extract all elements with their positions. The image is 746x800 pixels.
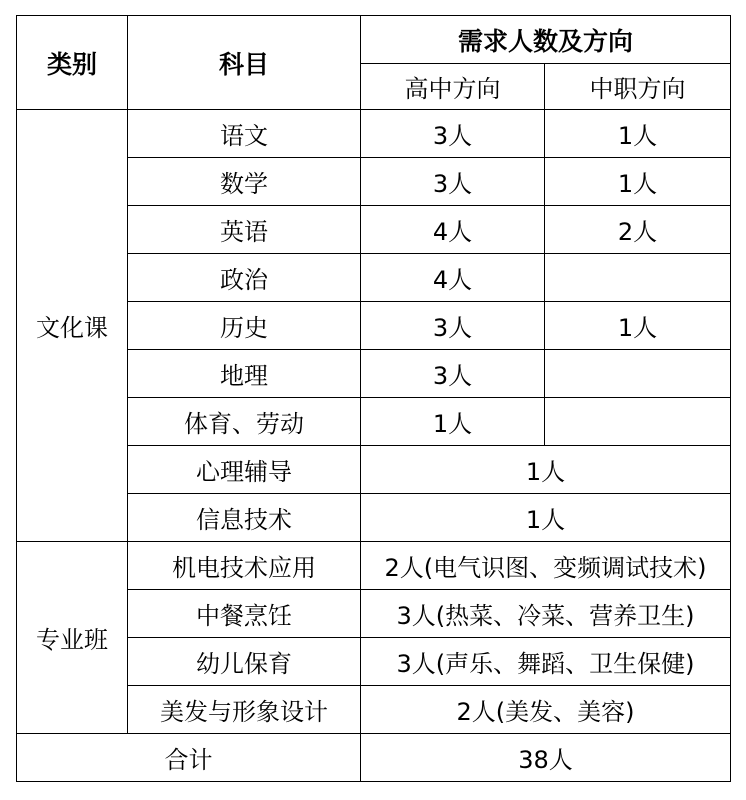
subject-cell: 信息技术 — [128, 494, 361, 542]
high-count-cell: 1人 — [361, 398, 545, 446]
category-cell: 专业班 — [17, 542, 128, 734]
voc-count-cell: 1人 — [545, 110, 731, 158]
voc-count-cell — [545, 398, 731, 446]
subject-cell: 历史 — [128, 302, 361, 350]
recruitment-table — [16, 15, 731, 782]
merged-count-cell: 3人(热菜、冷菜、营养卫生) — [361, 590, 731, 638]
header-demand: 需求人数及方向 — [361, 16, 731, 64]
header-high-school: 高中方向 — [361, 64, 545, 110]
subject-cell: 心理辅导 — [128, 446, 361, 494]
merged-count-cell: 2人(美发、美容) — [361, 686, 731, 734]
subject-cell: 地理 — [128, 350, 361, 398]
header-row-1 — [17, 16, 731, 64]
voc-count-cell — [545, 254, 731, 302]
merged-count-cell: 1人 — [361, 446, 731, 494]
voc-count-cell: 1人 — [545, 158, 731, 206]
high-count-cell: 3人 — [361, 302, 545, 350]
subject-cell: 体育、劳动 — [128, 398, 361, 446]
subject-cell: 政治 — [128, 254, 361, 302]
category-cell: 文化课 — [17, 110, 128, 542]
total-value: 38人 — [361, 734, 731, 782]
high-count-cell: 4人 — [361, 206, 545, 254]
subject-cell: 英语 — [128, 206, 361, 254]
subject-cell: 数学 — [128, 158, 361, 206]
subject-cell: 幼儿保育 — [128, 638, 361, 686]
total-row — [17, 734, 731, 782]
voc-count-cell: 2人 — [545, 206, 731, 254]
header-subject: 科目 — [128, 16, 361, 110]
table-row — [17, 542, 731, 590]
table-row — [17, 110, 731, 158]
header-vocational: 中职方向 — [545, 64, 731, 110]
subject-cell: 美发与形象设计 — [128, 686, 361, 734]
high-count-cell: 3人 — [361, 110, 545, 158]
voc-count-cell — [545, 350, 731, 398]
merged-count-cell: 1人 — [361, 494, 731, 542]
subject-cell: 机电技术应用 — [128, 542, 361, 590]
header-category: 类别 — [17, 16, 128, 110]
subject-cell: 中餐烹饪 — [128, 590, 361, 638]
total-label: 合计 — [17, 734, 361, 782]
voc-count-cell: 1人 — [545, 302, 731, 350]
high-count-cell: 3人 — [361, 350, 545, 398]
high-count-cell: 4人 — [361, 254, 545, 302]
merged-count-cell: 3人(声乐、舞蹈、卫生保健) — [361, 638, 731, 686]
merged-count-cell: 2人(电气识图、变频调试技术) — [361, 542, 731, 590]
subject-cell: 语文 — [128, 110, 361, 158]
high-count-cell: 3人 — [361, 158, 545, 206]
